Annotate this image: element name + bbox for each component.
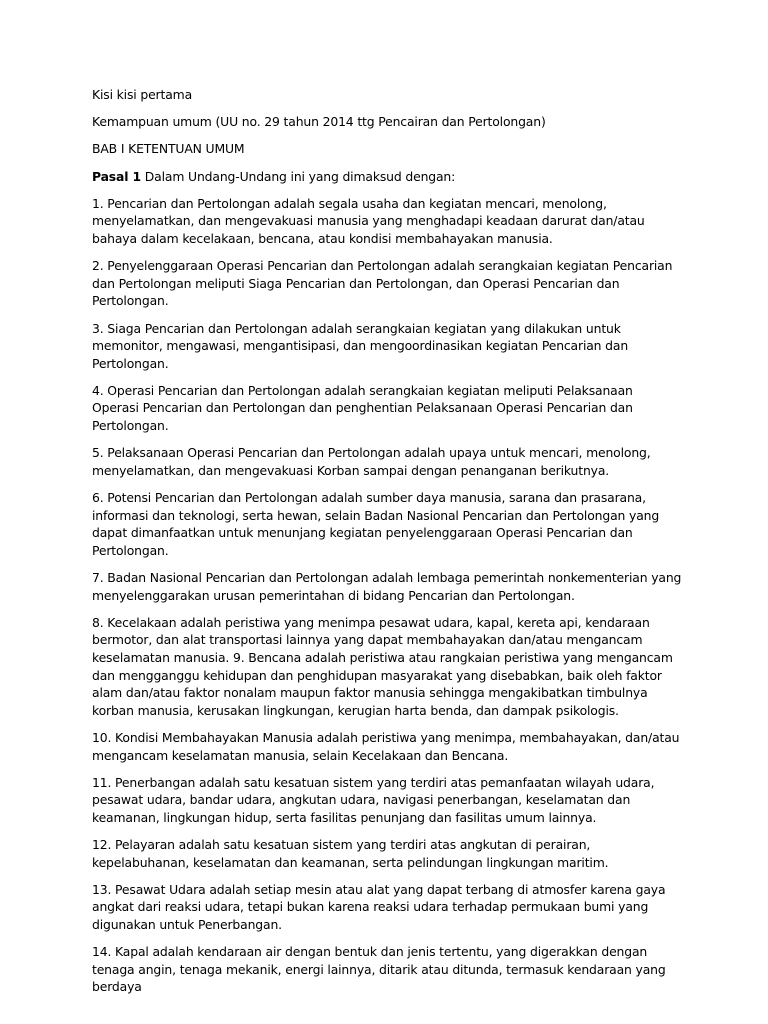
definition-text-11: 11. Penerbangan adalah satu kesatuan sistem yang terdiri atas pemanfaatan wilayah udara, pesawat udara, bandar udara, angkutan udara, navigasi penerbangan, keselamatan dan keamanan, lingkungan hidup, serta fasilitas penunjang dan fasilitas umum lainnya. bbox=[92, 774, 655, 825]
definition-item-14 bbox=[92, 943, 682, 996]
doc-heading-bab bbox=[92, 140, 682, 158]
definition-item-5 bbox=[92, 444, 682, 479]
doc-heading-kisi-text: Kisi kisi pertama bbox=[92, 87, 193, 102]
doc-heading-kemampuan-text: Kemampuan umum (UU no. 29 tahun 2014 ttg Pencairan dan Pertolongan) bbox=[92, 114, 546, 130]
definition-text-10: 10. Kondisi Membahayakan Manusia adalah peristiwa yang menimpa, membahayakan, dan/atau mengancam keselamatan manusia, selain Kecelakaan dan Bencana. bbox=[92, 729, 680, 763]
definition-item-10 bbox=[92, 729, 682, 764]
doc-heading-kisi bbox=[92, 86, 682, 104]
definition-text-6: 6. Potensi Pencarian dan Pertolongan adalah sumber daya manusia, sarana dan prasarana, informasi dan teknologi, serta hewan, selain Badan Nasional Pencarian dan Pertolongan yang dapat dimanfaatkan untuk menunjang kegiatan penyelenggaraan Operasi Pencarian dan Pertolongan. bbox=[92, 490, 660, 558]
doc-heading-kemampuan bbox=[92, 113, 682, 131]
definition-text-3: 3. Siaga Pencarian dan Pertolongan adalah serangkaian kegiatan yang dilakukan untuk memonitor, mengawasi, mengantisipasi, dan mengoordinasikan kegiatan Pencarian dan Pertolongan. bbox=[92, 320, 629, 371]
pasal-intro-paragraph bbox=[92, 168, 682, 186]
definition-item-7 bbox=[92, 569, 682, 604]
definition-text-14: 14. Kapal adalah kendaraan air dengan bentuk dan jenis tertentu, yang digerakkan dengan tenaga angin, tenaga mekanik, energi lainnya, ditarik atau ditunda, termasuk kendaraan yang berdaya bbox=[92, 944, 666, 995]
definition-item-11 bbox=[92, 774, 682, 827]
definition-item-2 bbox=[92, 257, 682, 310]
definition-item-12 bbox=[92, 836, 682, 871]
pasal-intro-text: Dalam Undang-Undang ini yang dimaksud dengan: bbox=[140, 168, 456, 184]
definition-item-6 bbox=[92, 489, 682, 559]
pasal-label: Pasal 1 bbox=[92, 168, 141, 184]
definition-text-7: 7. Badan Nasional Pencarian dan Pertolongan adalah lembaga pemerintah nonkementerian yang menyelenggarakan urusan pemerintahan di bidang Pencarian dan Pertolongan. bbox=[92, 570, 682, 603]
definition-item-8-9 bbox=[92, 614, 682, 720]
definition-text-5: 5. Pelaksanaan Operasi Pencarian dan Pertolongan adalah upaya untuk mencari, menolong, menyelamatkan, dan mengevakuasi Korban sampai dengan penanganan berikutnya. bbox=[92, 445, 651, 478]
definition-item-4 bbox=[92, 382, 682, 435]
definition-text-12: 12. Pelayaran adalah satu kesatuan sistem yang terdiri atas angkutan di perairan, kepelabuhanan, keselamatan dan keamanan, serta pelindungan lingkungan maritim. bbox=[92, 837, 609, 870]
document-body bbox=[92, 86, 682, 1006]
definition-text-8-9: 8. Kecelakaan adalah peristiwa yang menimpa pesawat udara, kapal, kereta api, kendaraan bermotor, dan alat transportasi lainnya yang dapat membahayakan dan/atau mengancam keselamatan manusia. 9. Bencana adalah peristiwa atau rangkaian peristiwa yang mengancam dan mengganggu kehidupan dan penghidupan masyarakat yang disebabkan, baik oleh faktor alam dan/atau faktor nonalam maupun faktor manusia sehingga mengakibatkan timbulnya korban manusia, kerusakan lingkungan, kerugian harta benda, dan dampak psikologis. bbox=[92, 614, 673, 718]
definition-text-1: 1. Pencarian dan Pertolongan adalah segala usaha dan kegiatan mencari, menolong, menyelamatkan, dan mengevakuasi manusia yang menghadapi keadaan darurat dan/atau bahaya dalam kecelakaan, bencana, atau kondisi membahayakan manusia. bbox=[92, 195, 645, 246]
doc-heading-bab-text: BAB I KETENTUAN UMUM bbox=[92, 141, 245, 157]
definition-text-4: 4. Operasi Pencarian dan Pertolongan adalah serangkaian kegiatan meliputi Pelaksanaan Operasi Pencarian dan Pertolongan dan penghentian Pelaksanaan Operasi Pencarian dan Pertolongan. bbox=[92, 382, 633, 434]
definition-item-13 bbox=[92, 881, 682, 934]
definition-item-1 bbox=[92, 195, 682, 248]
definition-text-2: 2. Penyelenggaraan Operasi Pencarian dan Pertolongan adalah serangkaian kegiatan Pencarian dan Pertolongan meliputi Siaga Pencarian dan Pertolongan, dan Operasi Pencarian dan Pertolongan. bbox=[92, 258, 673, 309]
definition-text-13: 13. Pesawat Udara adalah setiap mesin atau alat yang dapat terbang di atmosfer karena gaya angkat dari reaksi udara, tetapi bukan karena reaksi udara terhadap permukaan bumi yang digunakan untuk Penerbangan. bbox=[92, 881, 666, 933]
definition-item-3 bbox=[92, 320, 682, 373]
